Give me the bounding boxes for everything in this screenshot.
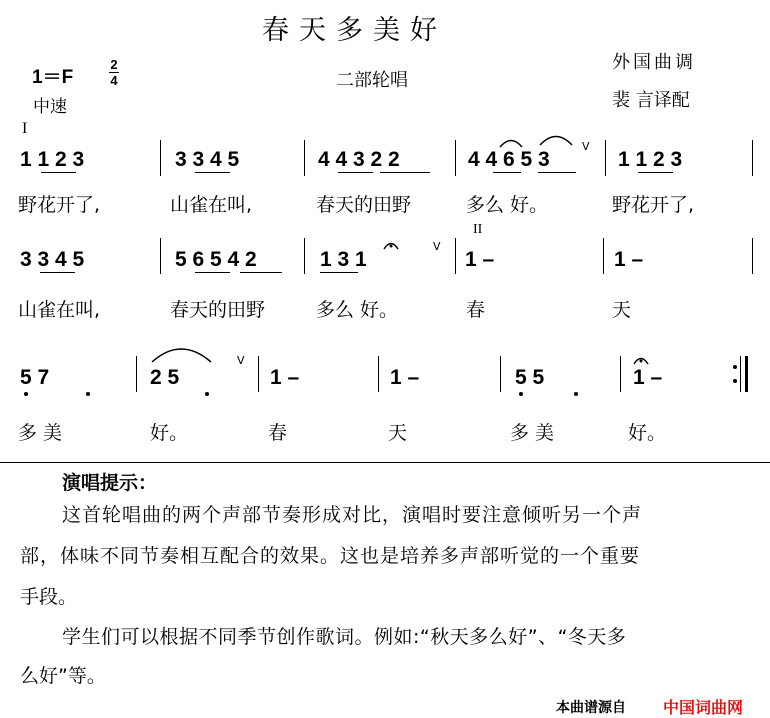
- l1-measure-2-notes: 3 3 4 5: [175, 148, 240, 171]
- l2-breath-mark: V: [433, 240, 441, 253]
- tie-slur: [500, 141, 522, 148]
- l3-lyric-1: 多 美: [18, 422, 63, 444]
- source-label: 本曲谱源自: [556, 700, 626, 716]
- key-signature: 1＝F: [32, 67, 74, 88]
- tips-p1-line1: 这首轮唱曲的两个声部节奏形成对比，演唱时要注意倾听另一个声: [62, 504, 643, 526]
- fermata-dot: [640, 360, 643, 363]
- l3-measure-3-notes: 1 –: [270, 366, 300, 389]
- section-separator: [0, 462, 770, 463]
- fermata-dot: [390, 245, 393, 248]
- l2-measure-4-notes: 1 –: [465, 248, 495, 271]
- l1-lyric-2: 山雀在叫,: [170, 194, 253, 216]
- l2-lyric-2: 春天的田野: [170, 299, 266, 321]
- form-label: 二部轮唱: [336, 70, 408, 91]
- l3-measure-2-notes: 2 5: [150, 366, 180, 389]
- l3-measure-6-notes: 1 –: [633, 366, 663, 389]
- l2-lyric-4: 春: [466, 299, 486, 321]
- l2-measure-3-notes: 1 3 1: [320, 248, 367, 271]
- octave-dot-below: [205, 392, 209, 396]
- l3-lyric-2: 好。: [150, 422, 189, 444]
- tips-heading: 演唱提示：: [62, 472, 158, 494]
- l3-measure-1-notes: 5 7: [20, 366, 50, 389]
- l3-lyric-5: 多 美: [510, 422, 555, 444]
- l2-measure-5-notes: 1 –: [614, 248, 644, 271]
- l2-measure-1-notes: 3 3 4 5: [20, 248, 85, 271]
- tempo-mark: 中速: [33, 97, 67, 117]
- octave-dot-below: [519, 392, 523, 396]
- tips-p2-line1: 学生们可以根据不同季节创作歌词。例如:“秋天多么好”、“冬天多: [62, 626, 627, 648]
- tie-slur: [152, 349, 211, 362]
- l3-measure-5-notes: 5 5: [515, 366, 545, 389]
- l1-measure-3-notes: 4 4 3 2 2: [318, 148, 400, 171]
- l1-lyric-4: 多么 好。: [466, 194, 549, 216]
- origin-label: 外国曲调: [612, 52, 696, 73]
- l2-lyric-3: 多么 好。: [316, 299, 399, 321]
- l1-breath-mark: V: [582, 140, 590, 153]
- l1-lyric-1: 野花开了,: [18, 194, 101, 216]
- l1-measure-5-notes: 1 1 2 3: [618, 148, 683, 171]
- l1-measure-1-notes: 1 1 2 3: [20, 148, 85, 171]
- tie-slur: [540, 137, 572, 146]
- l3-breath-mark: V: [237, 354, 245, 367]
- l1-lyric-3: 春天的田野: [316, 194, 412, 216]
- site-name-link[interactable]: 中国词曲网: [663, 698, 744, 717]
- translator-label: 裴 言译配: [612, 90, 690, 111]
- tips-p1-line3: 手段。: [20, 586, 78, 608]
- l3-lyric-4: 天: [388, 422, 408, 444]
- l2-lyric-1: 山雀在叫,: [18, 299, 101, 321]
- time-signature-top: 2: [110, 57, 118, 72]
- l3-lyric-3: 春: [268, 422, 288, 444]
- tips-p1-line2: 部，体味不同节奏相互配合的效果。这也是培养多声部听觉的一个重要: [20, 545, 641, 567]
- l2-lyric-5: 天: [612, 299, 632, 321]
- part-two-marker: II: [473, 222, 483, 237]
- l1-measure-4-notes: 4 4 6 5 3: [468, 148, 550, 171]
- octave-dot-below: [574, 392, 578, 396]
- l3-measure-4-notes: 1 –: [390, 366, 420, 389]
- l3-lyric-6: 好。: [628, 422, 667, 444]
- l2-measure-2-notes: 5 6 5 4 2: [175, 248, 257, 271]
- part-one-marker: I: [22, 120, 28, 137]
- tips-p2-line2: 么好”等。: [20, 665, 106, 687]
- octave-dot-below: [86, 392, 90, 396]
- song-title: 春天多美好: [262, 15, 447, 46]
- time-signature-bottom: 4: [110, 73, 118, 88]
- octave-dot-below: [24, 392, 28, 396]
- l1-lyric-5: 野花开了,: [612, 194, 695, 216]
